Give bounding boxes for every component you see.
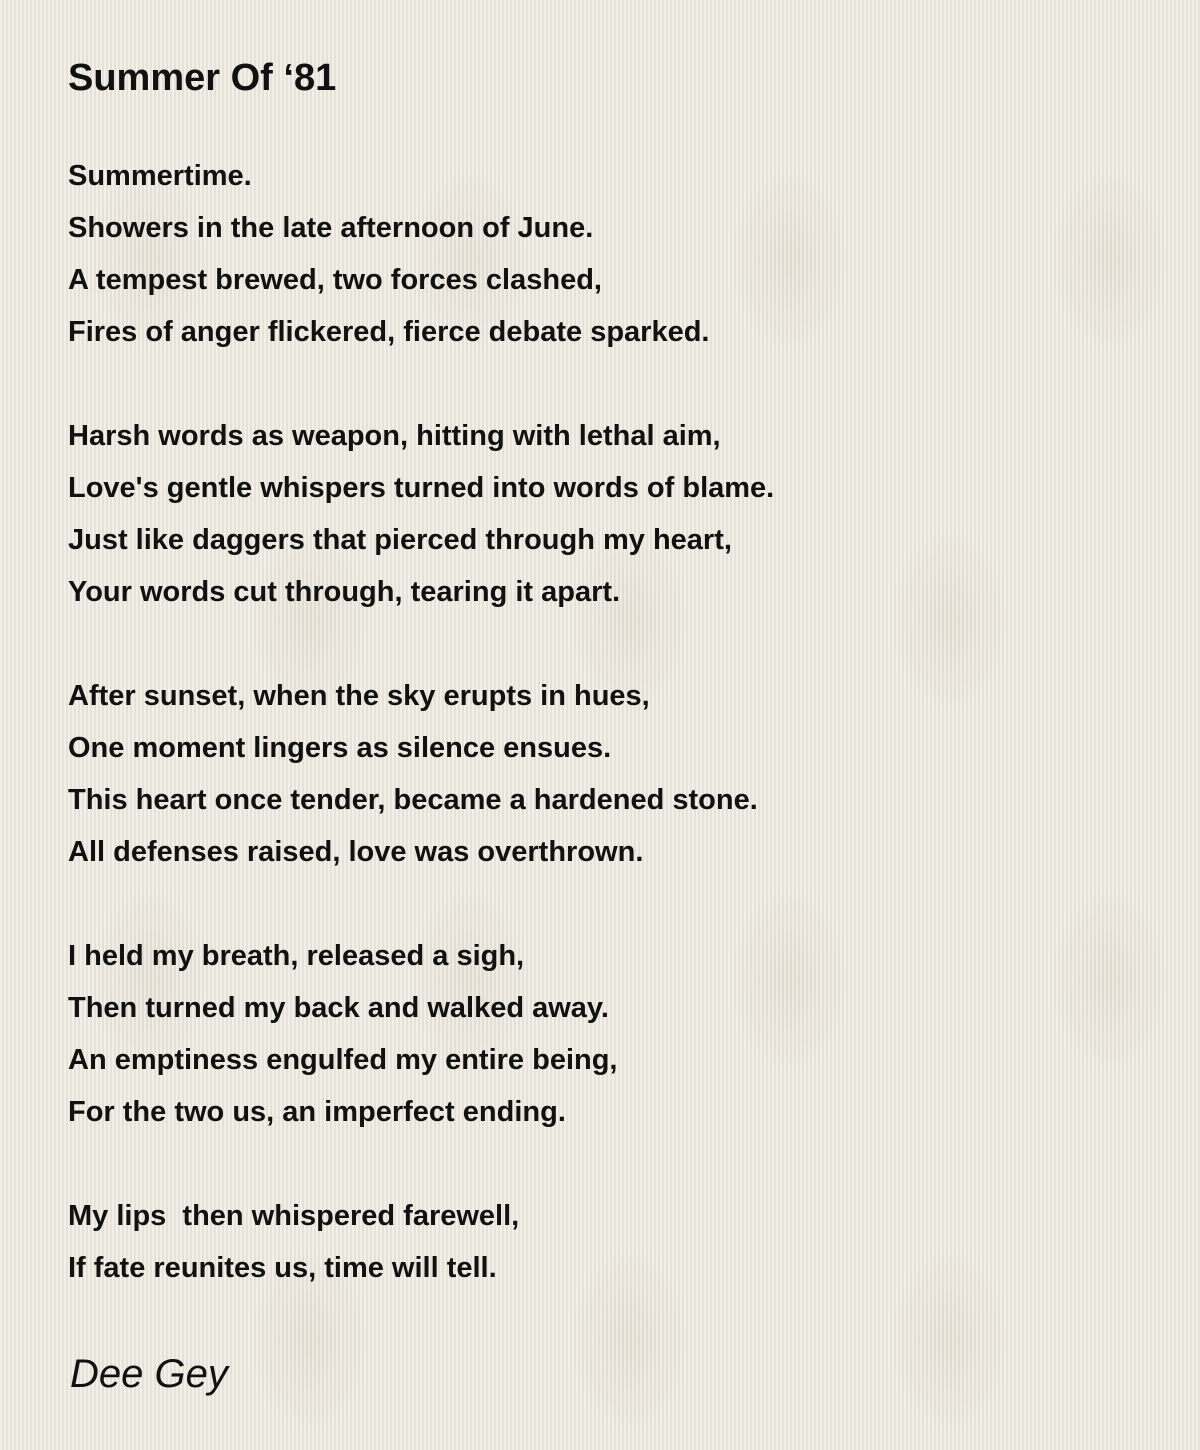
- poem-line: Then turned my back and walked away.: [68, 992, 609, 1024]
- stanza-1: [68, 150, 774, 358]
- poem-line: A tempest brewed, two forces clashed,: [68, 264, 602, 296]
- stanza-5: [68, 1190, 774, 1294]
- poem-line: For the two us, an imperfect ending.: [68, 1096, 566, 1128]
- poem-line: An emptiness engulfed my entire being,: [68, 1044, 618, 1076]
- stanza-4: [68, 930, 774, 1138]
- poem-line: All defenses raised, love was overthrown.: [68, 836, 644, 868]
- poem-author: Dee Gey: [70, 1352, 228, 1396]
- poem-line: Harsh words as weapon, hitting with lethal aim,: [68, 420, 721, 452]
- poem-title: Summer Of ‘81: [68, 57, 337, 99]
- poem-line: Your words cut through, tearing it apart.: [68, 576, 621, 608]
- poem-line: Fires of anger flickered, fierce debate sparked.: [68, 316, 710, 348]
- poem-line: After sunset, when the sky erupts in hues,: [68, 680, 650, 712]
- poem-line: Love's gentle whispers turned into words of blame.: [68, 472, 775, 504]
- poem-line: Showers in the late afternoon of June.: [68, 212, 594, 244]
- poem-line: I held my breath, released a sigh,: [68, 940, 525, 972]
- poem-body: [68, 150, 774, 1346]
- stanza-3: [68, 670, 774, 878]
- poem-line: This heart once tender, became a hardened stone.: [68, 784, 758, 816]
- poem-line: Just like daggers that pierced through my heart,: [68, 524, 732, 556]
- poem-line: Summertime.: [68, 160, 252, 192]
- poem-line: One moment lingers as silence ensues.: [68, 732, 612, 764]
- poem-line: My lips then whispered farewell,: [68, 1200, 520, 1232]
- stanza-2: [68, 410, 774, 618]
- poem-line: If fate reunites us, time will tell.: [68, 1252, 497, 1284]
